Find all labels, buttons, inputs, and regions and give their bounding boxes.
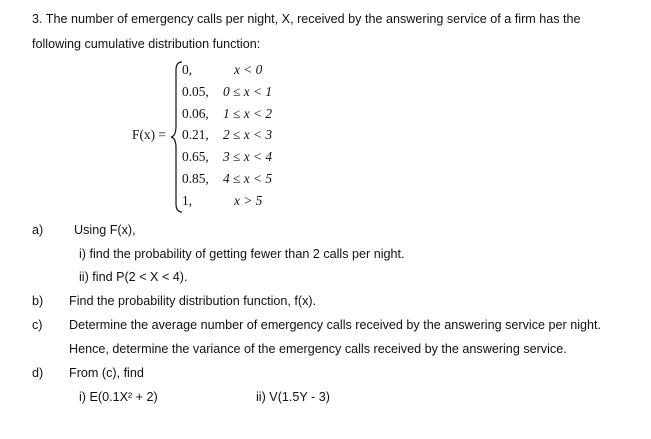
cdf-row-6-condition: x > 5 <box>234 193 263 208</box>
cdf-row-1-value: 0.05, <box>182 84 209 99</box>
part-a-sub-ii: ii) find P(2 < X < 4). <box>79 270 188 284</box>
part-d-text: From (c), find <box>69 366 144 380</box>
part-b-text: Find the probability distribution function, f(x). <box>69 294 317 308</box>
cdf-row-4-value: 0.65, <box>182 149 209 164</box>
part-c-text2: Hence, determine the variance of the emergency calls received by the answering service. <box>69 342 567 356</box>
cdf-row-5-condition: 4 ≤ x < 5 <box>223 171 273 186</box>
part-b-label: b) <box>32 294 44 308</box>
cdf-row-2-condition: 1 ≤ x < 2 <box>223 106 273 121</box>
cdf-row-2-value: 0.06, <box>182 106 209 121</box>
part-a-sub-i: i) find the probability of getting fewer than 2 calls per night. <box>79 247 405 261</box>
part-c-label: c) <box>32 318 43 332</box>
question-intro-line2: following cumulative distribution function: <box>32 37 261 51</box>
part-d-sub-i: i) E(0.1X² + 2) <box>79 390 158 404</box>
part-d-label: d) <box>32 366 44 380</box>
cdf-row-0-condition: x < 0 <box>234 62 263 77</box>
part-a-text: Using F(x), <box>74 223 136 237</box>
cdf-row-3-value: 0.21, <box>182 127 209 142</box>
cdf-row-4-condition: 3 ≤ x < 4 <box>223 149 273 164</box>
part-d-sub-ii: ii) V(1.5Y - 3) <box>256 390 330 404</box>
cdf-lhs: F(x) = <box>132 127 166 142</box>
part-a-label: a) <box>32 223 44 237</box>
question-intro-line1: 3. The number of emergency calls per night, X, received by the answering service of a firm has the <box>32 12 581 26</box>
cdf-row-1-condition: 0 ≤ x < 1 <box>223 84 273 99</box>
cdf-row-6-value: 1, <box>182 193 193 208</box>
cdf-row-3-condition: 2 ≤ x < 3 <box>223 127 273 142</box>
part-c-text: Determine the average number of emergency calls received by the answering service per night. <box>69 318 602 332</box>
cdf-row-0-value: 0, <box>182 62 193 77</box>
cdf-row-5-value: 0.85, <box>182 171 209 186</box>
